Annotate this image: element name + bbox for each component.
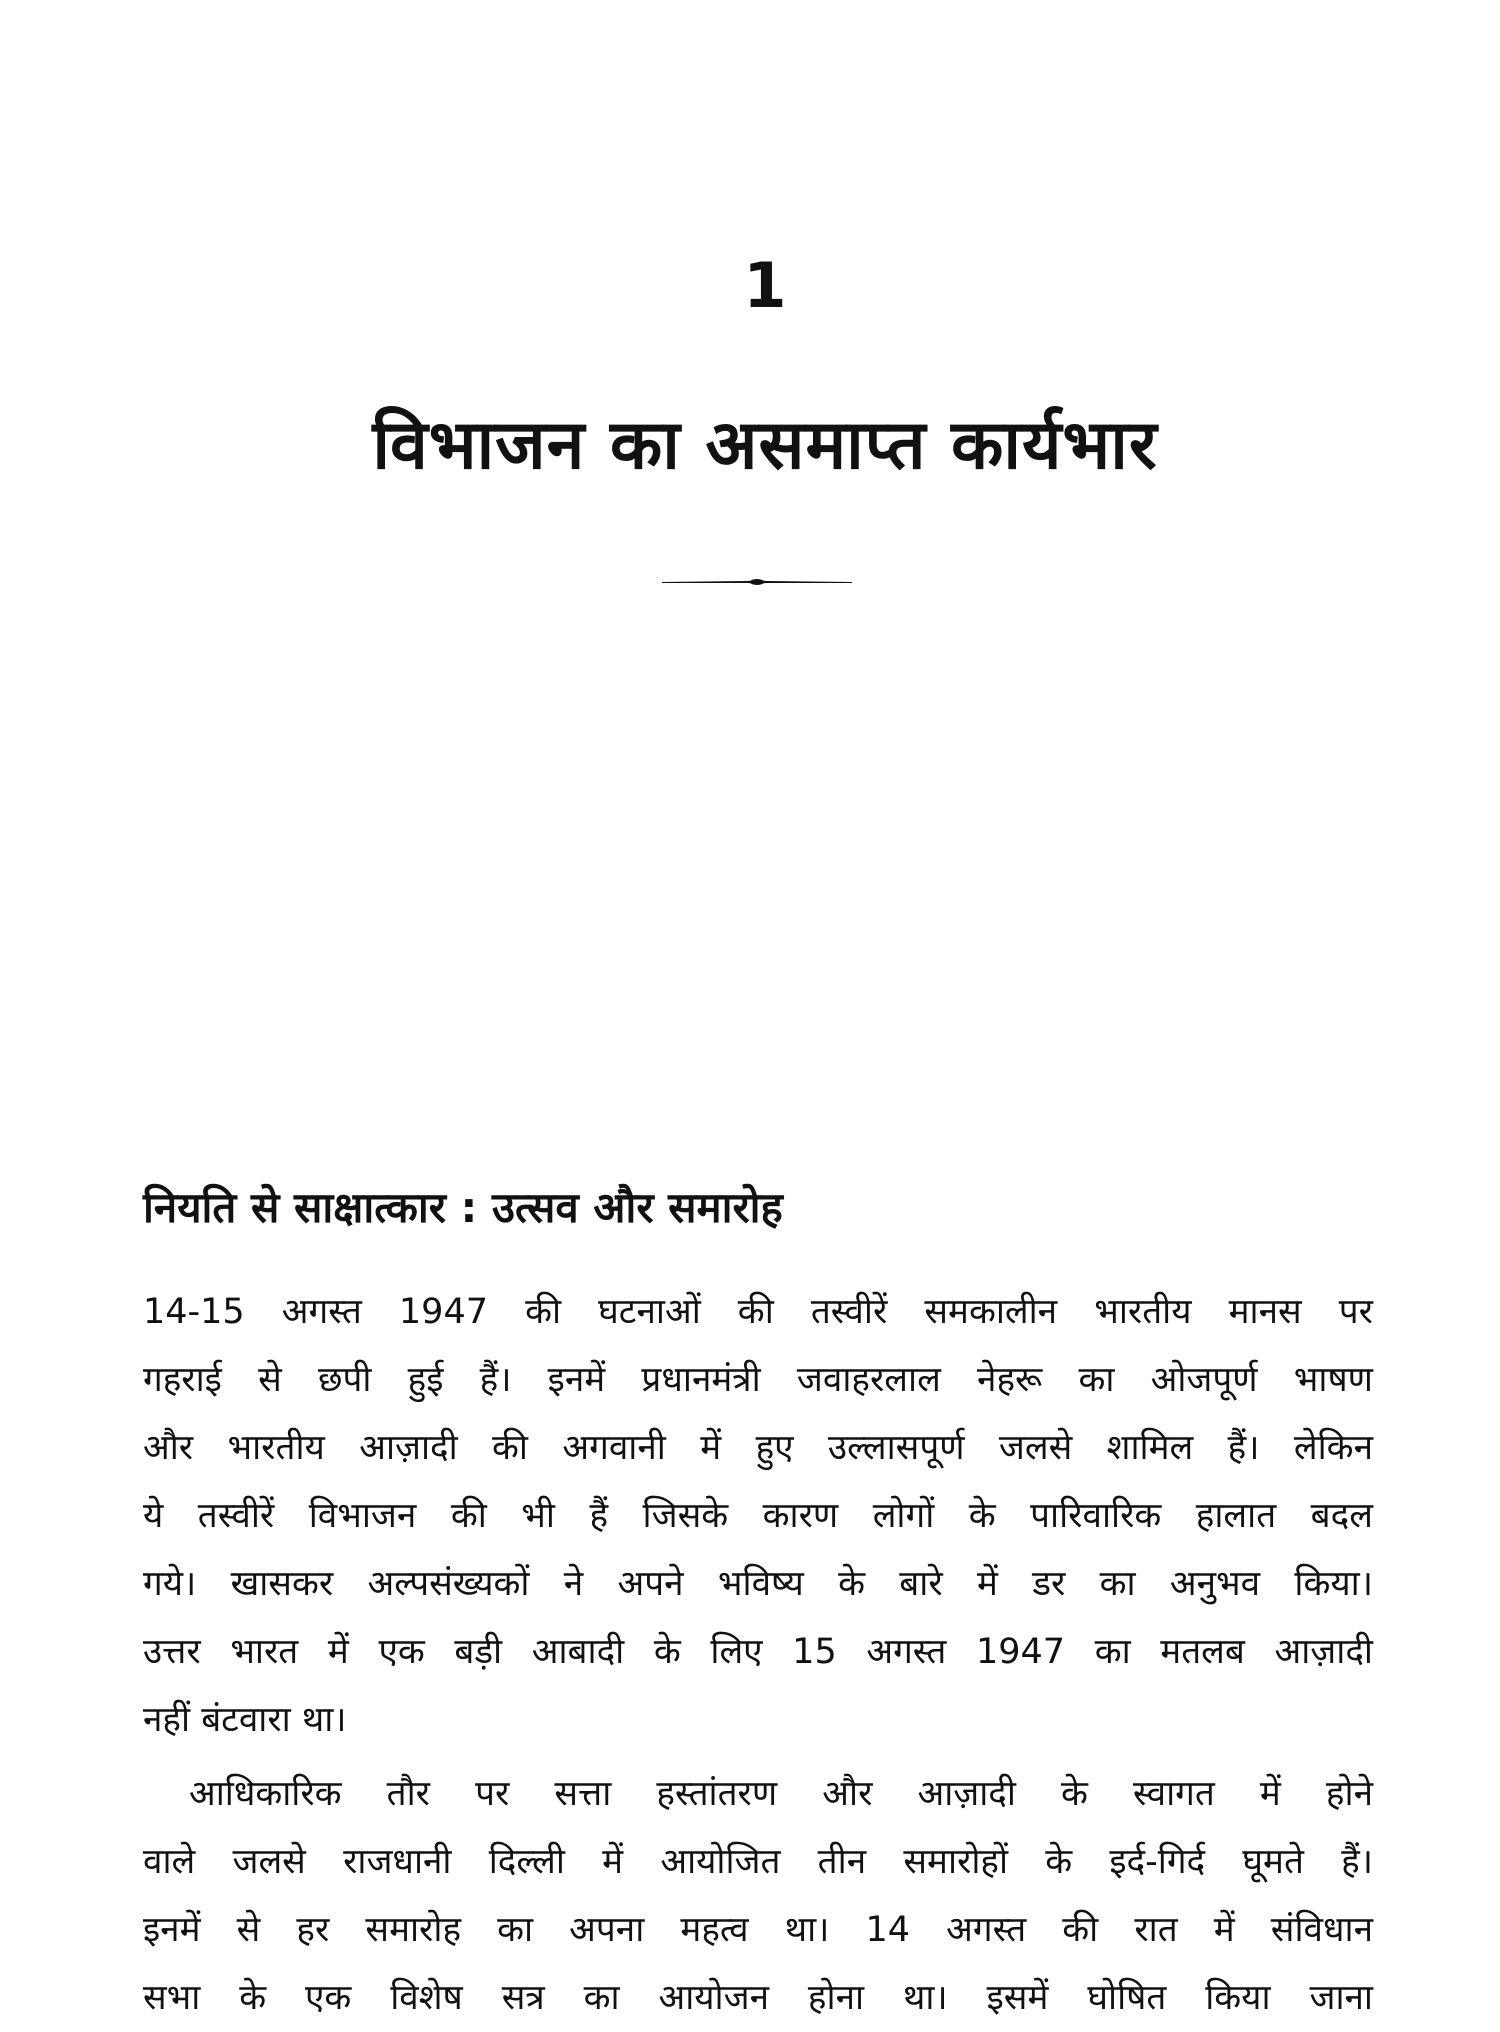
paragraph-line: वाले जलसे राजधानी दिल्ली में आयोजित तीन समारोहों के इर्द-गिर्द घूमते हैं।	[143, 1842, 1373, 1882]
ornament-divider	[662, 574, 852, 590]
chapter-title: विभाजन का असमाप्त कार्यभार	[372, 406, 1158, 485]
body-text	[143, 1278, 1373, 2032]
paragraph	[143, 1760, 1373, 2032]
paragraph-line: गये। खासकर अल्पसंख्यकों ने अपने भविष्य के बारे में डर का अनुभव किया।	[143, 1564, 1373, 1604]
paragraph-line: सभा के एक विशेष सत्र का आयोजन होना था। इसमें घोषित किया जाना	[143, 1978, 1373, 2018]
paragraph-line: गहराई से छपी हुई हैं। इनमें प्रधानमंत्री जवाहरलाल नेहरू का ओजपूर्ण भाषण	[143, 1360, 1373, 1400]
paragraph-line: और भारतीय आज़ादी की अगवानी में हुए उल्लासपूर्ण जलसे शामिल हैं। लेकिन	[143, 1428, 1373, 1468]
chapter-number: 1	[743, 249, 787, 322]
paragraph-line: इनमें से हर समारोह का अपना महत्व था। 14 अगस्त की रात में संविधान	[143, 1910, 1373, 1950]
section-heading: नियति से साक्षात्कार : उत्सव और समारोह	[143, 1183, 783, 1232]
paragraph-line: ये तस्वीरें विभाजन की भी हैं जिसके कारण लोगों के पारिवारिक हालात बदल	[143, 1496, 1373, 1536]
paragraph-line: उत्तर भारत में एक बड़ी आबादी के लिए 15 अगस्त 1947 का मतलब आज़ादी	[143, 1632, 1373, 1672]
paragraph-line: नहीं बंटवारा था।	[143, 1700, 347, 1740]
paragraph-line: 14-15 अगस्त 1947 की घटनाओं की तस्वीरें समकालीन भारतीय मानस पर	[143, 1292, 1373, 1332]
paragraph	[143, 1278, 1373, 1754]
paragraph-line: आधिकारिक तौर पर सत्ता हस्तांतरण और आज़ादी के स्वागत में होने	[189, 1774, 1373, 1814]
